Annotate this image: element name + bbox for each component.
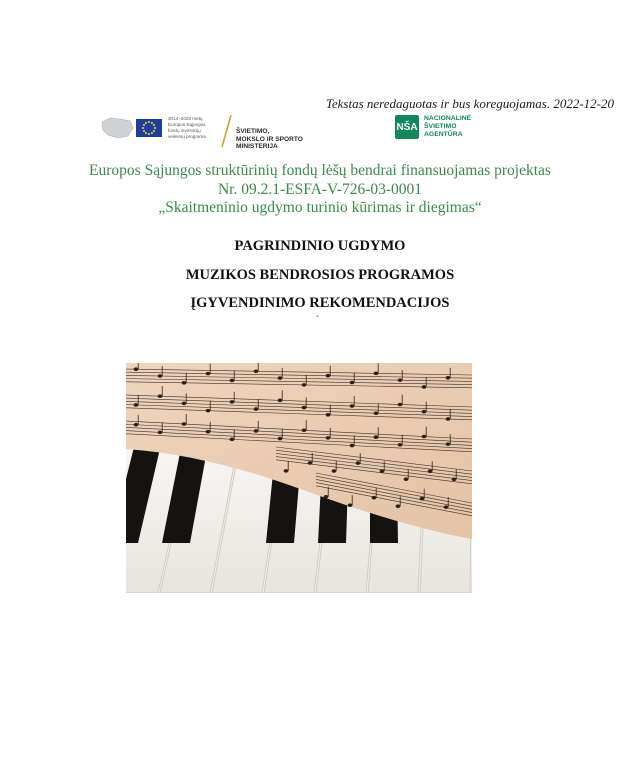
music-note xyxy=(302,383,307,387)
music-note xyxy=(134,403,139,407)
title-line: ĮGYVENDINIMO REKOMENDACIJOS xyxy=(190,295,450,311)
music-note xyxy=(420,497,425,501)
project-name-line: „Skaitmeninio ugdymo turinio kūrimas ir diegimas“ xyxy=(158,199,482,216)
nsa-caption-line: AGENTŪRA xyxy=(424,130,463,138)
music-note xyxy=(374,435,379,439)
esf-logo xyxy=(100,116,214,140)
title-line: PAGRINDINIO UGDYMO xyxy=(234,238,406,254)
music-note xyxy=(278,399,283,403)
eu-star xyxy=(145,122,147,124)
ministry-caption-line: ŠVIETIMO, xyxy=(236,128,270,135)
music-note xyxy=(452,478,457,482)
music-note xyxy=(326,413,331,417)
piano-sheet-music-illustration xyxy=(126,363,472,593)
title-line: MUZIKOS BENDROSIOS PROGRAMOS xyxy=(185,266,455,283)
music-note xyxy=(422,435,427,439)
document-title xyxy=(0,232,640,318)
music-note xyxy=(372,496,377,500)
eu-star xyxy=(153,124,155,126)
lithuania-map-icon xyxy=(100,116,134,140)
music-note xyxy=(422,410,427,414)
music-note xyxy=(398,378,403,382)
project-info xyxy=(0,162,640,218)
music-note xyxy=(446,442,451,446)
esf-caption-line: Europos Sąjungos xyxy=(168,122,206,127)
music-note xyxy=(302,406,307,410)
music-note xyxy=(182,422,187,426)
stray-mark: ˘ xyxy=(316,314,319,324)
music-note xyxy=(254,407,259,411)
ministry-slash-icon xyxy=(218,113,234,149)
music-note xyxy=(396,504,401,508)
music-note xyxy=(446,376,451,380)
ministry-caption-line: MOKSLO IR SPORTO xyxy=(236,135,303,143)
music-note xyxy=(158,394,163,398)
music-note xyxy=(350,381,355,385)
eu-star xyxy=(148,133,150,135)
music-note xyxy=(206,430,211,434)
music-note xyxy=(278,437,283,441)
music-note xyxy=(348,503,353,507)
esf-caption-line: fondų investicijų xyxy=(168,128,201,133)
eu-star xyxy=(148,121,150,123)
project-funding-line: Europos Sąjungos struktūrinių fondų lėšų bendrai finansuojamas projektas xyxy=(89,162,551,179)
music-note xyxy=(350,404,355,408)
nsa-caption-line: ŠVIETIMO xyxy=(424,123,457,131)
draft-note: Tekstas neredaguotas ir bus koreguojamas. 2022-12-20 xyxy=(325,96,614,111)
eu-star xyxy=(143,130,145,132)
music-note xyxy=(158,374,163,378)
music-note xyxy=(230,438,235,442)
music-note xyxy=(428,469,433,473)
music-note xyxy=(230,379,235,383)
music-note xyxy=(284,469,289,473)
music-note xyxy=(254,429,259,433)
music-note xyxy=(350,444,355,448)
ministry-logo xyxy=(218,112,326,151)
eu-star xyxy=(154,127,156,129)
nsa-mark-icon: NŠA xyxy=(395,115,419,139)
music-note xyxy=(422,385,427,389)
music-note xyxy=(326,436,331,440)
ministry-caption-line: MINISTERIJA xyxy=(236,143,278,151)
eu-star xyxy=(143,124,145,126)
music-note xyxy=(324,495,329,499)
music-note xyxy=(404,477,409,481)
music-note xyxy=(374,411,379,415)
music-note xyxy=(278,376,283,380)
eu-star xyxy=(142,127,144,129)
music-note xyxy=(206,372,211,376)
eu-star xyxy=(153,130,155,132)
music-note xyxy=(134,423,139,427)
music-note xyxy=(326,374,331,378)
music-note xyxy=(444,505,449,509)
music-note xyxy=(446,417,451,421)
music-note xyxy=(356,461,361,465)
music-note xyxy=(206,409,211,413)
music-note xyxy=(254,369,259,373)
esf-caption xyxy=(168,116,214,140)
nsa-logo xyxy=(395,115,494,139)
eu-star xyxy=(151,132,153,134)
music-note xyxy=(374,372,379,376)
music-note xyxy=(398,403,403,407)
nsa-caption xyxy=(424,115,494,138)
project-number-line: Nr. 09.2.1-ESFA-V-726-03-0001 xyxy=(217,180,423,198)
music-note xyxy=(380,469,385,473)
esf-caption-line: 2014–2020 metų xyxy=(168,116,203,121)
eu-star xyxy=(145,132,147,134)
music-note xyxy=(182,381,187,385)
eu-flag-icon xyxy=(136,119,162,137)
music-note xyxy=(182,402,187,406)
music-note xyxy=(308,461,313,465)
music-note xyxy=(302,428,307,432)
ministry-caption xyxy=(236,128,326,151)
nsa-caption-line: NACIONALINĖ xyxy=(424,115,472,123)
piano-sheet-music-photo xyxy=(126,363,472,593)
music-note xyxy=(332,469,337,473)
music-note xyxy=(230,400,235,404)
music-note xyxy=(134,367,139,371)
music-note xyxy=(158,431,163,435)
esf-caption-line: veiksmų programa xyxy=(168,134,206,139)
music-note xyxy=(398,443,403,447)
